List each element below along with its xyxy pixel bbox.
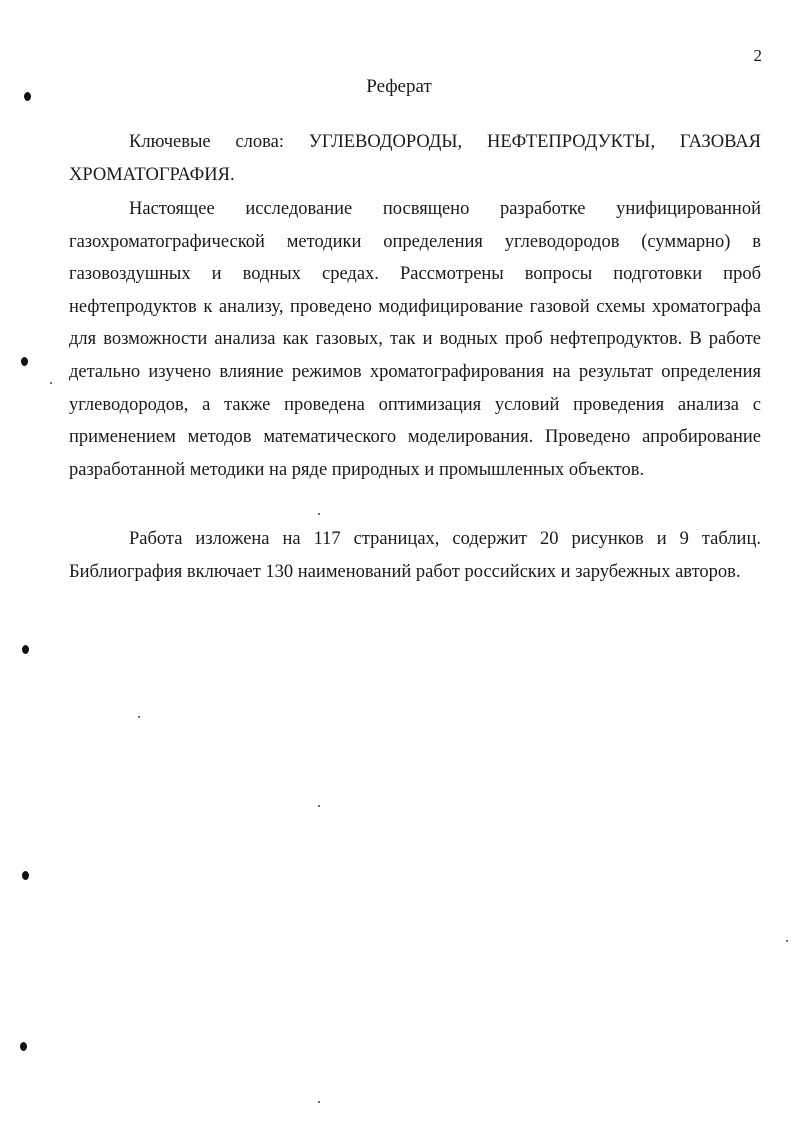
scan-speck xyxy=(318,513,320,515)
page-title: Реферат xyxy=(366,76,432,97)
punch-mark xyxy=(20,1042,27,1051)
keywords-paragraph: Ключевые слова: УГЛЕВОДОРОДЫ, НЕФТЕПРОДУКТЫ, ГАЗОВАЯ ХРОМАТОГРАФИЯ. xyxy=(69,132,761,185)
scan-speck xyxy=(318,1101,320,1103)
page-number: 2 xyxy=(753,46,762,65)
scan-speck xyxy=(318,805,320,807)
summary-paragraph: Работа изложена на 117 страницах, содержит 20 рисунков и 9 таблиц. Библиография включает 130 наименований работ российских и зарубежных авторов. xyxy=(69,529,761,582)
punch-mark xyxy=(22,645,29,654)
punch-mark xyxy=(21,357,28,366)
scan-speck xyxy=(138,716,140,718)
scan-speck xyxy=(786,940,788,942)
scan-speck xyxy=(50,382,52,384)
punch-mark xyxy=(24,92,31,101)
abstract-paragraph: Настоящее исследование посвящено разработке унифицированной газохроматографической методики определения углеводородов (суммарно) в газовоздушных и водных средах. Рассмотрены вопросы подготовки проб нефтепродуктов к анализу, проведено модифицирование газовой схемы хроматографа для возможности анализа как газовых, так и водных проб нефтепродуктов. В работе детально изучено влияние режимов хроматографирования на результат определения углеводородов, а также проведена оптимизация условий проведения анализа с применением методов математического моделирования. Проведено апробирование разработанной методики на ряде природных и промышленных объектов. xyxy=(69,199,761,480)
punch-mark xyxy=(22,871,29,880)
